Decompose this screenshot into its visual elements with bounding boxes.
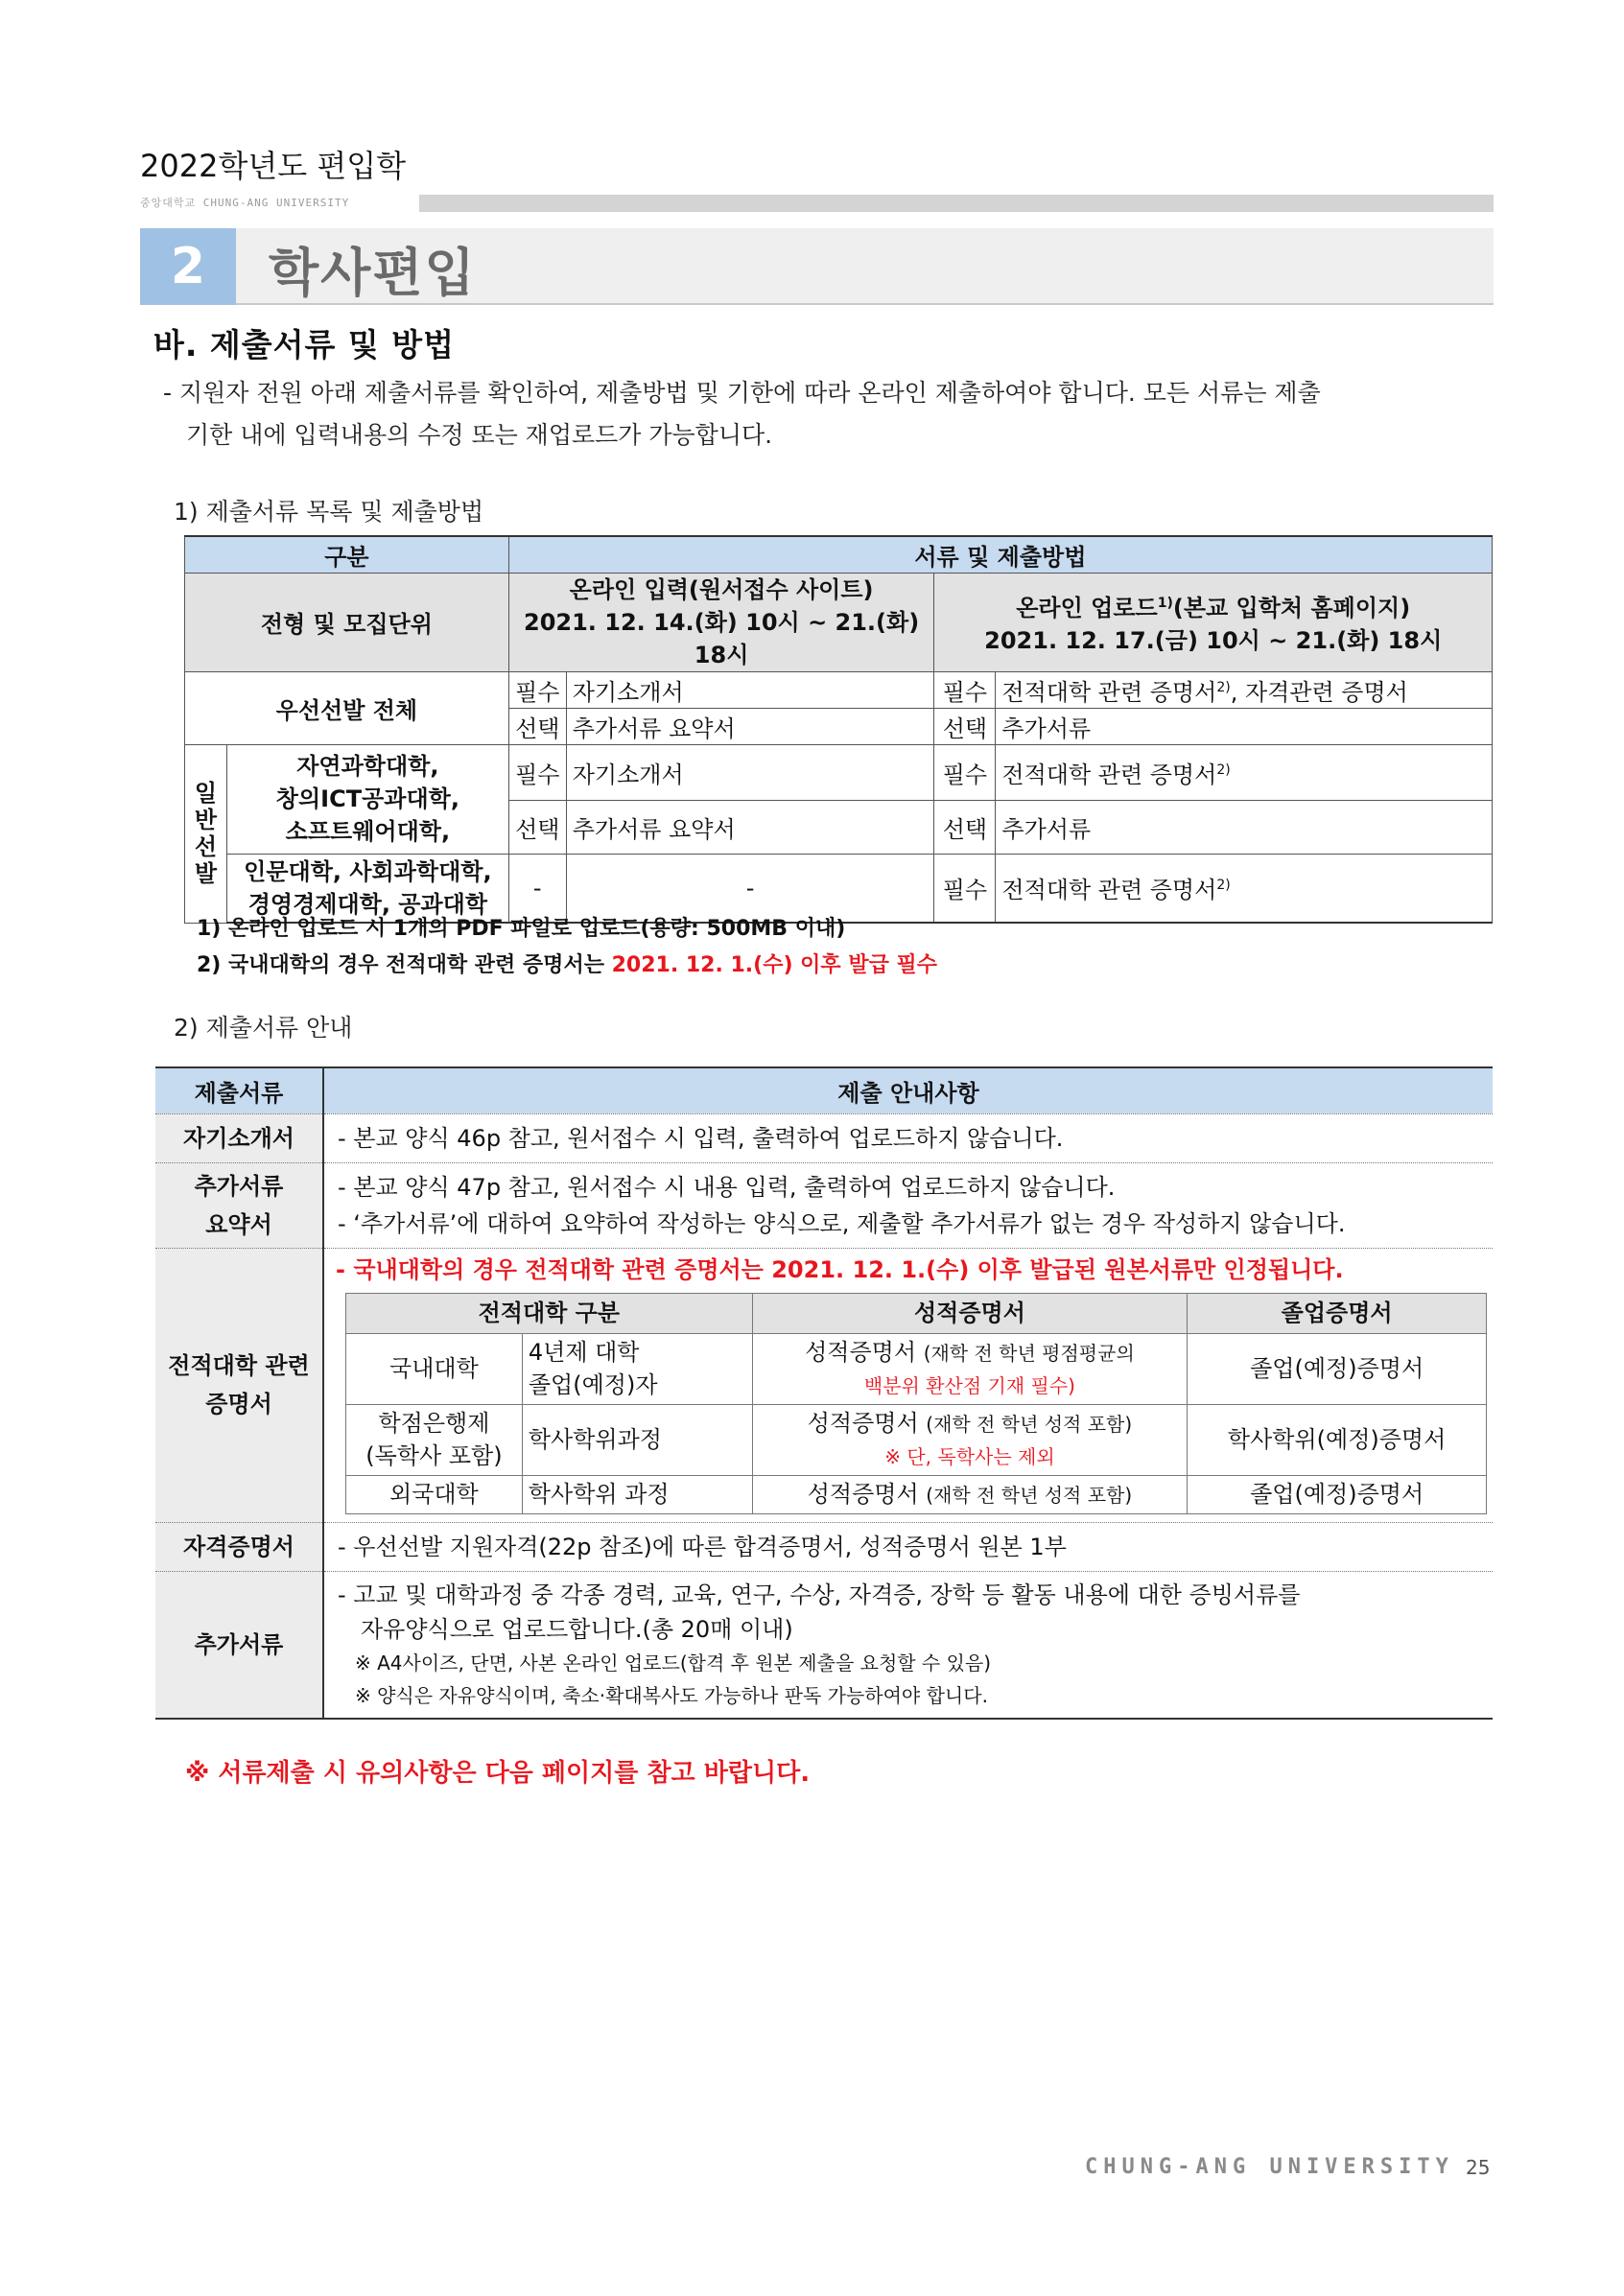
tag-optional: 선택 [508, 800, 566, 854]
humanities-upload-required-text: 전적대학 관련 증명서 [1001, 877, 1217, 904]
table1-row-type-label: 전형 및 모집단위 [185, 573, 509, 671]
credit-bank-grade-pre: 성적증명서 [807, 1409, 927, 1437]
closing-note: ※ 서류제출 시 유의사항은 다음 페이지를 참고 바랍니다. [185, 1759, 811, 1788]
foreign-grade [752, 1475, 1188, 1513]
foreign-graduation: 졸업(예정)증명서 [1188, 1475, 1487, 1513]
transcript-label-line-2: 증명서 [205, 1391, 272, 1417]
intro-paragraph [163, 372, 1496, 457]
table1-header-category: 구분 [185, 536, 509, 573]
tag-optional: 선택 [934, 708, 996, 744]
transcript-label [155, 1248, 323, 1522]
domestic-label: 국내대학 [346, 1333, 523, 1404]
foreign-grade-small: (재학 전 학년 성적 포함) [926, 1483, 1133, 1507]
table1-header-methods: 서류 및 제출방법 [508, 536, 1492, 573]
credit-bank-grade [752, 1404, 1188, 1475]
extra-docs-guide-2: 자유양식으로 업로드합니다.(총 20매 이내) [361, 1615, 793, 1643]
note-2-text: 2) 국내대학의 경우 전적대학 관련 증명서는 [197, 953, 612, 977]
table1-subheading: 1) 제출서류 목록 및 제출방법 [174, 498, 484, 526]
general-selection-char-2: 반 [194, 807, 218, 833]
footnote-ref-2: 2) [1216, 878, 1231, 894]
science-upload-optional: 추가서류 [996, 800, 1493, 854]
extra-docs-note-1: ※ A4사이즈, 단면, 사본 온라인 업로드(합격 후 원본 제출을 요청할 수 있음) [355, 1651, 992, 1675]
document-title: 2022학년도 편입학 [140, 148, 407, 184]
intro-line-2: 기한 내에 입력내용의 수정 또는 재업로드가 가능합니다. [186, 421, 773, 449]
page-number: 25 [1466, 2156, 1491, 2179]
priority-input-optional: 추가서류 요약서 [566, 708, 934, 744]
note-2-highlight: 2021. 12. 1.(수) 이후 발급 필수 [611, 953, 938, 977]
online-upload-period: 2021. 12. 17.(금) 10시 ~ 21.(화) 18시 [984, 627, 1443, 654]
inner-header-graduation: 졸업증명서 [1188, 1293, 1487, 1333]
extra-summary-guide [323, 1162, 1493, 1248]
science-colleges-line-3: 소프트웨어대학, [285, 818, 451, 845]
section-number: 2 [140, 228, 236, 305]
humanities-input-doc: - [566, 854, 934, 923]
tag-required: 필수 [508, 744, 566, 800]
footnote-ref-2: 2) [1216, 761, 1231, 778]
domestic-grade-pre: 성적증명서 [805, 1338, 924, 1366]
extra-summary-label-line-1: 추가서류 [194, 1172, 284, 1200]
self-intro-guide: - 본교 양식 46p 참고, 원서접수 시 입력, 출력하여 업로드하지 않습니다. [323, 1113, 1493, 1162]
note-1: 1) 온라인 업로드 시 1개의 PDF 파일로 업로드(용량: 500MB 이내) [197, 917, 846, 941]
online-upload-title-post: (본교 입학처 홈페이지) [1172, 595, 1411, 621]
table2-header-docs: 제출서류 [155, 1067, 323, 1113]
humanities-colleges-line-2: 경영경제대학, 공과대학 [247, 890, 488, 918]
general-selection-label [185, 744, 227, 923]
inner-header-grade: 성적증명서 [752, 1293, 1188, 1333]
table2-header-guide: 제출 안내사항 [323, 1067, 1493, 1113]
transcript-types-table [345, 1293, 1487, 1514]
science-colleges-line-1: 자연과학대학, [296, 753, 439, 780]
online-input-header [508, 573, 934, 671]
humanities-input-tag: - [508, 854, 566, 923]
credit-bank-grade-exception: ※ 단, 독학사는 제외 [884, 1444, 1055, 1468]
humanities-upload-required [996, 854, 1493, 923]
science-input-required: 자기소개서 [566, 744, 934, 800]
table1-notes [197, 911, 937, 984]
transcript-label-line-1: 전적대학 관련 [168, 1352, 310, 1379]
credit-bank-graduation: 학사학위(예정)증명서 [1188, 1404, 1487, 1475]
extra-docs-guide [323, 1571, 1493, 1719]
section-banner [140, 228, 1494, 305]
domestic-type-line-2: 졸업(예정)자 [528, 1371, 658, 1398]
header-decoration-text: 중앙대학교 CHUNG-ANG UNIVERSITY [140, 197, 350, 209]
footnote-ref-1: 1) [1157, 596, 1173, 611]
extra-summary-label [155, 1162, 323, 1248]
foreign-grade-pre: 성적증명서 [807, 1480, 927, 1508]
extra-summary-guide-1: - 본교 양식 47p 참고, 원서접수 시 내용 입력, 출력하여 업로드하지 않습니다. [338, 1173, 1116, 1201]
footnote-ref-2: 2) [1216, 679, 1231, 695]
domestic-grade-small: (재학 전 학년 평점평균의 [923, 1341, 1135, 1365]
extra-docs-guide-1: - 고교 및 대학과정 중 각종 경력, 교육, 연구, 수상, 자격증, 장학 등 활동 내용에 대한 증빙서류를 [338, 1581, 1301, 1608]
online-input-period: 2021. 12. 14.(화) 10시 ~ 21.(화) 18시 [524, 608, 920, 668]
online-upload-header [934, 573, 1493, 671]
science-input-optional: 추가서류 요약서 [566, 800, 934, 854]
domestic-type [522, 1333, 752, 1404]
tag-optional: 선택 [934, 800, 996, 854]
intro-line-1: - 지원자 전원 아래 제출서류를 확인하여, 제출방법 및 기한에 따라 온라인 제출하여야 합니다. 모든 서류는 제출 [163, 379, 1321, 407]
cert-label: 자격증명서 [155, 1522, 323, 1571]
submission-methods-table [184, 535, 1493, 924]
tag-optional: 선택 [508, 708, 566, 744]
extra-summary-guide-2: - ‘추가서류’에 대하여 요약하여 작성하는 양식으로, 제출할 추가서류가 없는 경우 작성하지 않습니다. [338, 1209, 1346, 1237]
credit-bank-grade-small: (재학 전 학년 성적 포함) [926, 1412, 1133, 1436]
table2-subheading: 2) 제출서류 안내 [174, 1014, 353, 1042]
general-selection-char-3: 선 [194, 833, 218, 860]
domestic-grade [752, 1333, 1188, 1404]
domestic-grade-required: 백분위 환산점 기재 필수) [863, 1373, 1075, 1397]
priority-input-required: 자기소개서 [566, 671, 934, 708]
subsection-heading: 바. 제출서류 및 방법 [153, 326, 456, 363]
online-input-title: 온라인 입력(원서접수 사이트) [569, 575, 874, 603]
tag-required: 필수 [934, 744, 996, 800]
tag-required: 필수 [508, 671, 566, 708]
domestic-type-line-1: 4년제 대학 [528, 1339, 640, 1366]
extra-docs-label: 추가서류 [155, 1571, 323, 1719]
science-colleges-line-2: 창의ICT공과대학, [275, 785, 459, 812]
credit-bank-type: 학사학위과정 [522, 1404, 752, 1475]
extra-docs-note-2: ※ 양식은 자유양식이며, 축소·확대복사도 가능하나 판독 가능하여야 합니다. [355, 1683, 988, 1707]
cert-guide: - 우선선발 지원자격(22p 참조)에 따른 합격증명서, 성적증명서 원본 1부 [323, 1522, 1493, 1571]
credit-bank-label-line-1: 학점은행제 [378, 1410, 490, 1437]
inner-header-type: 전적대학 구분 [346, 1293, 753, 1333]
footer-brand: CHUNG-ANG UNIVERSITY [1085, 2155, 1454, 2179]
credit-bank-grade-line-1 [759, 1407, 1182, 1441]
science-colleges-label [226, 744, 508, 854]
priority-upload-required-extra: , 자격관련 증명서 [1230, 678, 1408, 706]
foreign-type: 학사학위 과정 [522, 1475, 752, 1513]
tag-required: 필수 [934, 854, 996, 923]
transcript-guide [323, 1248, 1493, 1522]
transcript-warning: - 국내대학의 경우 전적대학 관련 증명서는 2021. 12. 1.(수) 이후 발급된 원본서류만 인정됩니다. [336, 1255, 1344, 1283]
general-selection-char-4: 발 [194, 860, 218, 887]
science-upload-required-text: 전적대학 관련 증명서 [1001, 761, 1217, 788]
domestic-grade-line-1 [759, 1336, 1182, 1370]
note-2 [197, 948, 937, 984]
extra-summary-label-line-2: 요약서 [205, 1210, 272, 1238]
priority-upload-optional: 추가서류 [996, 708, 1493, 744]
foreign-label: 외국대학 [346, 1475, 523, 1513]
credit-bank-label [346, 1404, 523, 1475]
tag-required: 필수 [934, 671, 996, 708]
self-intro-label: 자기소개서 [155, 1113, 323, 1162]
general-selection-char-1: 일 [194, 780, 218, 807]
online-upload-title-pre: 온라인 업로드 [1016, 595, 1158, 621]
document-guide-table [155, 1066, 1493, 1720]
section-title: 학사편입 [269, 243, 477, 303]
humanities-colleges-line-1: 인문대학, 사회과학대학, [244, 857, 492, 885]
science-upload-required [996, 744, 1493, 800]
header-decoration-bar [419, 195, 1494, 212]
priority-upload-required-text: 전적대학 관련 증명서 [1001, 678, 1217, 706]
priority-selection-label: 우선선발 전체 [185, 671, 509, 744]
priority-upload-required [996, 671, 1493, 708]
online-upload-title [940, 587, 1486, 624]
domestic-graduation: 졸업(예정)증명서 [1188, 1333, 1487, 1404]
credit-bank-label-line-2: (독학사 포함) [365, 1442, 503, 1469]
